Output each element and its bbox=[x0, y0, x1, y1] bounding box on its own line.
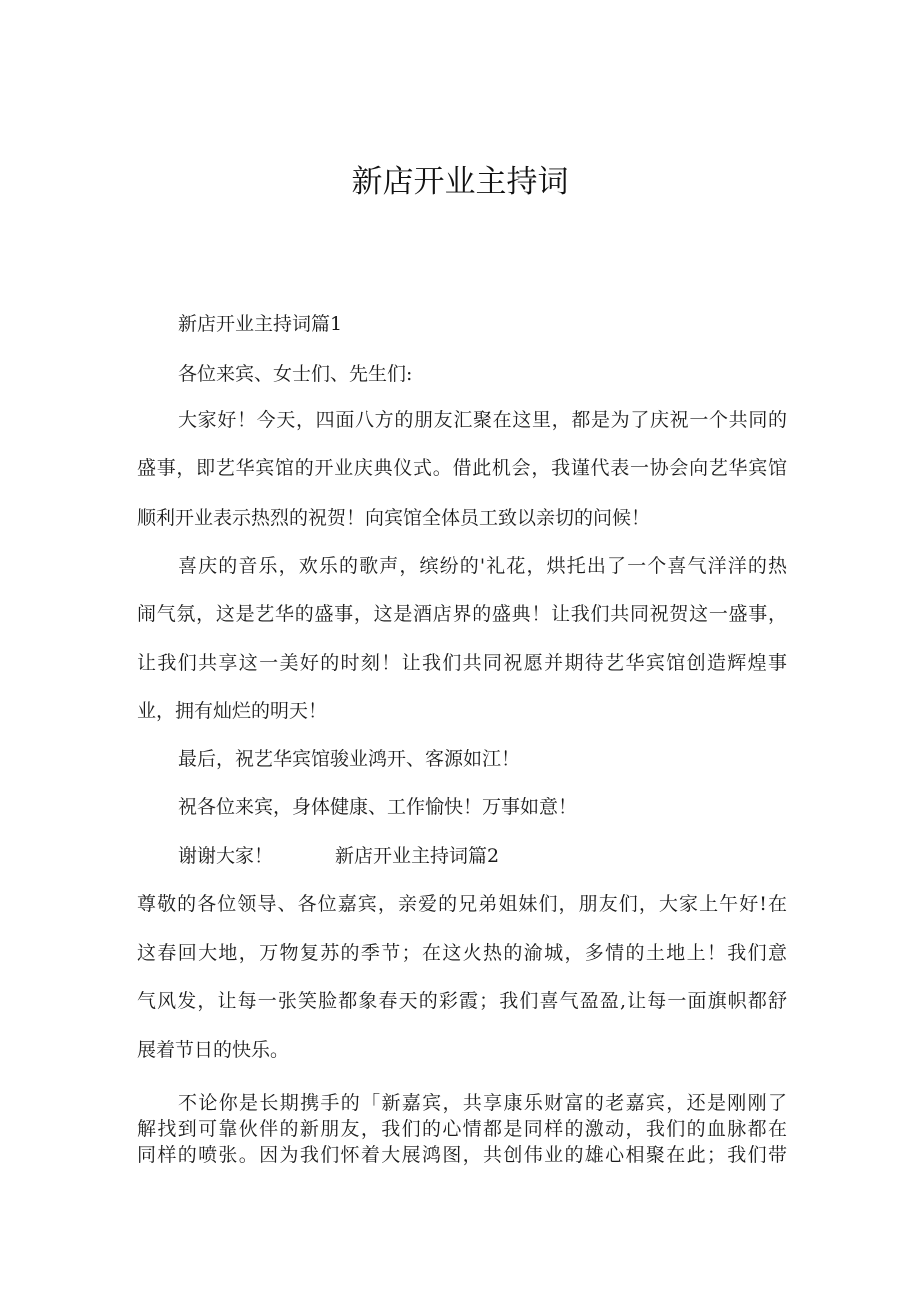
paragraph-line: 不论你是长期携手的「新嘉宾，共享康乐财富的老嘉宾，还是刚刚了 bbox=[178, 1092, 787, 1114]
paragraph-line: 祝各位来宾，身体健康、工作愉快！万事如意！ bbox=[178, 796, 578, 818]
paragraph-line: 喜庆的音乐，欢乐的歌声，缤纷的'礼花，烘托出了一个喜气洋洋的热 bbox=[178, 555, 787, 577]
section-heading-1: 新店开业主持词篇1 bbox=[178, 313, 343, 335]
paragraph-line: 最后，祝艺华宾馆骏业鸿开、客源如江！ bbox=[178, 748, 521, 770]
document-title: 新店开业主持词 bbox=[351, 164, 569, 200]
closing-line bbox=[178, 843, 499, 869]
paragraph-line: 盛事，即艺华宾馆的开业庆典仪式。借此机会，我谨代表一协会向艺华宾馆 bbox=[137, 457, 787, 479]
thanks-text: 谢谢大家！ bbox=[178, 845, 274, 867]
salutation-line: 各位来宾、女士们、先生们: bbox=[178, 363, 413, 385]
paragraph-line: 尊敬的各位领导、各位嘉宾，亲爱的兄弟姐妹们，朋友们，大家上午好!在 bbox=[137, 893, 787, 915]
paragraph-line: 闹气氛，这是艺华的盛事，这是酒店界的盛典！让我们共同祝贺这一盛事， bbox=[137, 603, 787, 625]
paragraph-line: 大家好！今天，四面八方的朋友汇聚在这里，都是为了庆祝一个共同的 bbox=[178, 409, 787, 431]
paragraph-line: 业，拥有灿烂的明天！ bbox=[137, 700, 328, 722]
paragraph-line: 这春回大地，万物复苏的季节；在这火热的渝城，多情的土地上！我们意 bbox=[137, 942, 787, 964]
section-heading-2: 新店开业主持词篇2 bbox=[335, 845, 500, 867]
paragraph-line: 让我们共享这一美好的时刻！让我们共同祝愿并期待艺华宾馆创造辉煌事 bbox=[137, 652, 787, 674]
paragraph-line: 气风发，让每一张笑脸都象春天的彩霞；我们喜气盈盈,让每一面旗帜都舒 bbox=[137, 990, 787, 1012]
paragraph-line: 同样的喷张。因为我们怀着大展鸿图，共创伟业的雄心相聚在此；我们带 bbox=[137, 1144, 787, 1166]
paragraph-line: 展着节日的快乐。 bbox=[137, 1039, 290, 1061]
paragraph-line: 解找到可靠伙伴的新朋友，我们的心情都是同样的激动，我们的血脉都在 bbox=[137, 1118, 787, 1140]
paragraph-line: 顺利开业表示热烈的祝贺！向宾馆全体员工致以亲切的问候！ bbox=[137, 507, 651, 529]
